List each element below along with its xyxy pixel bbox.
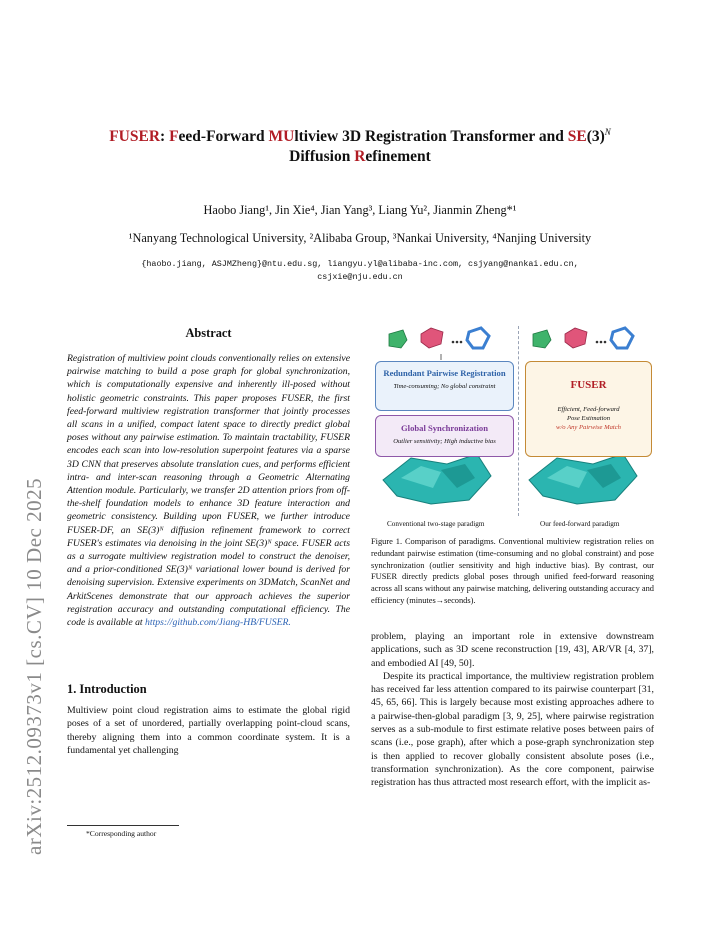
footnote: *Corresponding author xyxy=(86,829,157,838)
arxiv-stamp: arXiv:2512.09373v1 [cs.CV] 10 Dec 2025 xyxy=(22,477,46,855)
reconstruction-right xyxy=(529,454,637,504)
label-feedforward: Our feed-forward paradigm xyxy=(540,520,620,528)
figure-caption: Figure 1. Comparison of paradigms. Conventional multiview registration relies on redundant pairwise estimation (time-consuming and no global constraint) and pose synchronization (outlier sensitivity and high inductive bias). By contrast, our FUSER directly predicts global poses through unified feed-forward reasoning across all scans without any pairwise matching, delivering outstanding accuracy and efficiency (minutes→seconds). xyxy=(371,537,654,605)
abstract-heading: Abstract xyxy=(185,326,232,340)
paragraph-1: problem, playing an important role in extensive downstream applications, such as 3D scene reconstruction [19, 43], AR/VR [4, 37], and embodied AI [49, 50]. xyxy=(371,631,654,669)
footnote-rule xyxy=(67,825,179,826)
affiliations: ¹Nanyang Technological University, ²Alibaba Group, ³Nankai University, ⁴Nanjing University xyxy=(128,231,592,245)
author-emails: {haobo.jiang, ASJMZheng}@ntu.edu.sg, liangyu.yl@alibaba-inc.com, csjyang@nankai.edu.cn, csjxie@nju.edu.cn xyxy=(141,259,579,282)
paragraph-2: Despite its practical importance, the multiview registration problem has received far less attention compared to its pairwise counterpart [31, 45, 65, 66]. This is largely because most existing approaches adhere to a pairwise-then-global paradigm [3, 9, 25], where pairwise registration serves as a sub-module to first estimate relative poses between pairs of scans (i.e., pose graph), after which a pose-graph synchronization step is then applied to recover globally consistent absolute poses (i.e., transformation synchronization). As the core component, pairwise registration has thus attracted most research effort, with the implicit as- xyxy=(371,670,654,789)
paper-title xyxy=(60,122,660,167)
scan-icons-right xyxy=(533,328,633,348)
reconstruction-left xyxy=(383,454,491,504)
title-fuser: FUSER xyxy=(109,128,161,146)
pairwise-registration-box: Redundant Pairwise Registration Time-consuming; No global constraint xyxy=(375,361,514,411)
figure-divider xyxy=(518,326,519,516)
intro-paragraph: Multiview point cloud registration aims to estimate the global rigid poses of a set of unordered, partially overlapping point-cloud scans, thereby aligning them into a common coordinate system. It is a fundamental yet challenging xyxy=(67,705,350,756)
author-list: Haobo Jiang¹, Jin Xie⁴, Jian Yang³, Liang Yu², Jianmin Zheng*¹ xyxy=(203,203,517,217)
title-line-2: Diffusion Refinement xyxy=(289,148,431,166)
intro-heading: 1. Introduction xyxy=(67,682,147,696)
global-synchronization-box: Global Synchronization Outlier sensitivity; High inductive bias xyxy=(375,415,514,457)
scan-icons-left xyxy=(389,328,489,348)
abstract-text: Registration of multiview point clouds conventionally relies on extensive pairwise matching to build a pose graph for global synchronization, which is computationally expensive and inherently ill-posed without holistic geometric constraints. This paper proposes FUSER, the first feed-forward multiview registration transformer that jointly processes all scans in a unified, compact latent space to directly predict global poses without any pairwise estimation. To maintain tractability, FUSER encodes each scan into low-resolution superpoint features via a sparse 3D CNN that preserves absolute translation cues, and performs efficient intra- and inter-scan reasoning through a Geometric Alternating Attention module. Particularly, we transfer 2D attention priors from off-the-shelf foundation models to enhance 3D feature interaction and geometric consistency. Building upon FUSER, we further introduce FUSER-DF, an SE(3)ᴺ diffusion refinement framework to correct FUSER's estimates via denoising in the joint SE(3)ᴺ space. FUSER acts as a surrogate multiview registration model to construct the denoiser, and a prior-conditioned SE(3)ᴺ variational lower bound is derived for denoising supervision. Extensive experiments on 3DMatch, ScanNet and ArkitScenes demonstrate that our approach achieves the superior registration accuracy and outstanding computational efficiency. The code is available at https://github.com/Jiang-HB/FUSER. xyxy=(67,353,350,629)
title-line-1: FUSER: Feed-Forward MUltiview 3D Registration Transformer and $SE(3)^N$ xyxy=(109,127,611,146)
code-link[interactable]: https://github.com/Jiang-HB/FUSER. xyxy=(145,617,291,629)
fuser-box: FUSER Efficient, Feed-forward Pose Estimation w/o Any Pairwise Match xyxy=(525,361,652,457)
right-column-text xyxy=(371,630,654,790)
label-conventional: Conventional two-stage paradigm xyxy=(387,520,485,528)
